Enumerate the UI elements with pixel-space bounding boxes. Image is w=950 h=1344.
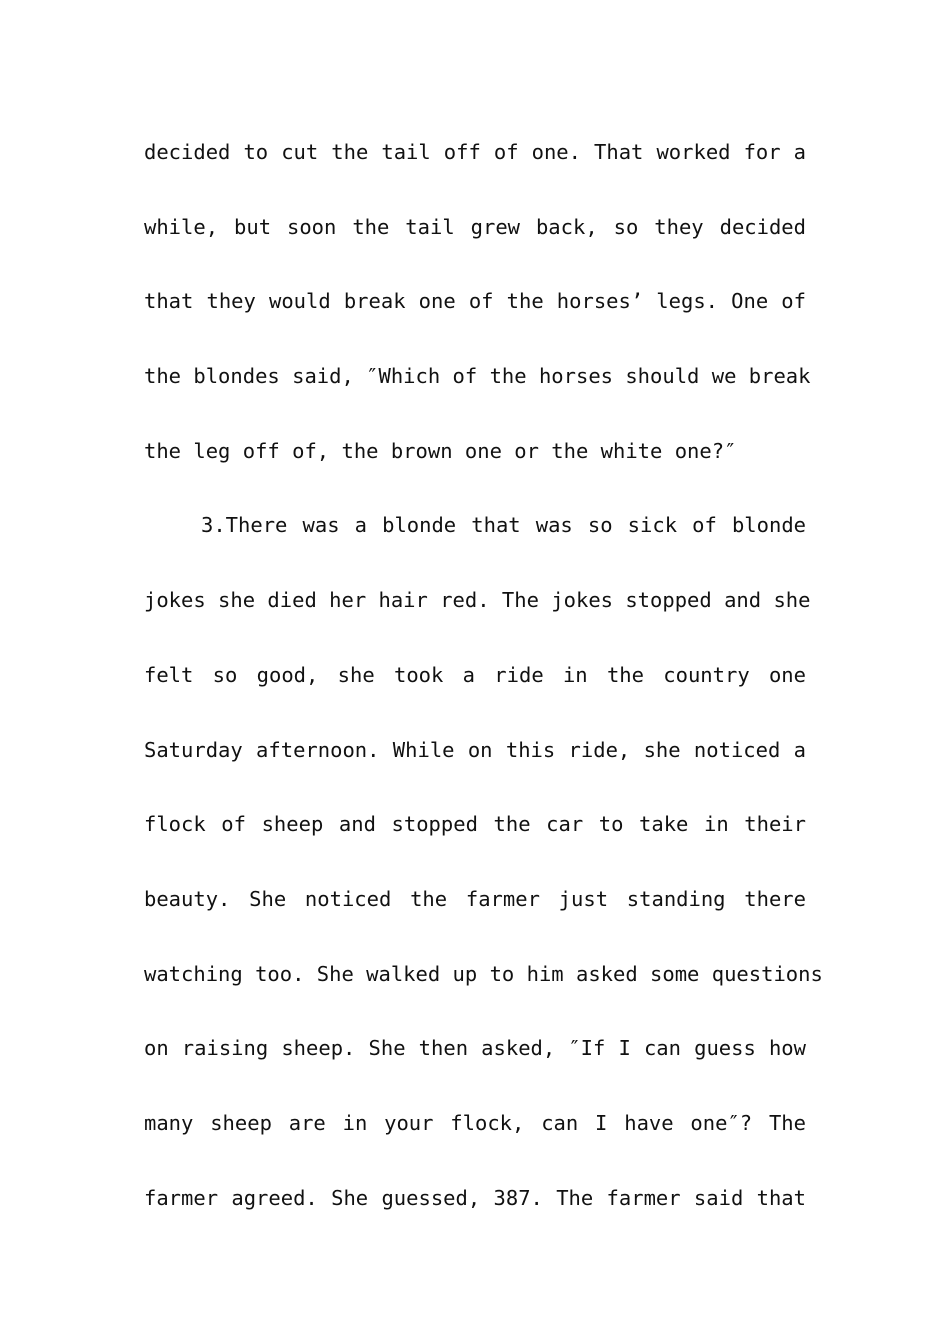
text-line: felt so good, she took a ride in the country one [144, 662, 806, 687]
text-line: that they would break one of the horses’ legs. One of [144, 289, 806, 314]
text-line: the blondes said, ″Which of the horses should we break [144, 364, 811, 389]
paragraph-start-line: 3.There was a blonde that was so sick of blonde [201, 513, 806, 538]
text-line: while, but soon the tail grew back, so they decided [144, 214, 806, 239]
text-line: beauty. She noticed the farmer just standing there [144, 886, 806, 911]
text-line: farmer agreed. She guessed, 387. The farmer said that [144, 1185, 806, 1210]
text-line: jokes she died her hair red. The jokes stopped and she [144, 588, 811, 613]
text-line: on raising sheep. She then asked, ″If I can guess how [144, 1036, 806, 1061]
body-text [144, 134, 823, 1254]
text-line: many sheep are in your flock, can I have one″? The [144, 1110, 806, 1135]
text-line: flock of sheep and stopped the car to take in their [144, 812, 806, 837]
text-line: watching too. She walked up to him asked some questions [144, 961, 823, 986]
text-line: Saturday afternoon. While on this ride, she noticed a [144, 737, 806, 762]
text-line: the leg off of, the brown one or the white one?″ [144, 438, 737, 463]
text-line: decided to cut the tail off of one. That worked for a [144, 140, 806, 164]
